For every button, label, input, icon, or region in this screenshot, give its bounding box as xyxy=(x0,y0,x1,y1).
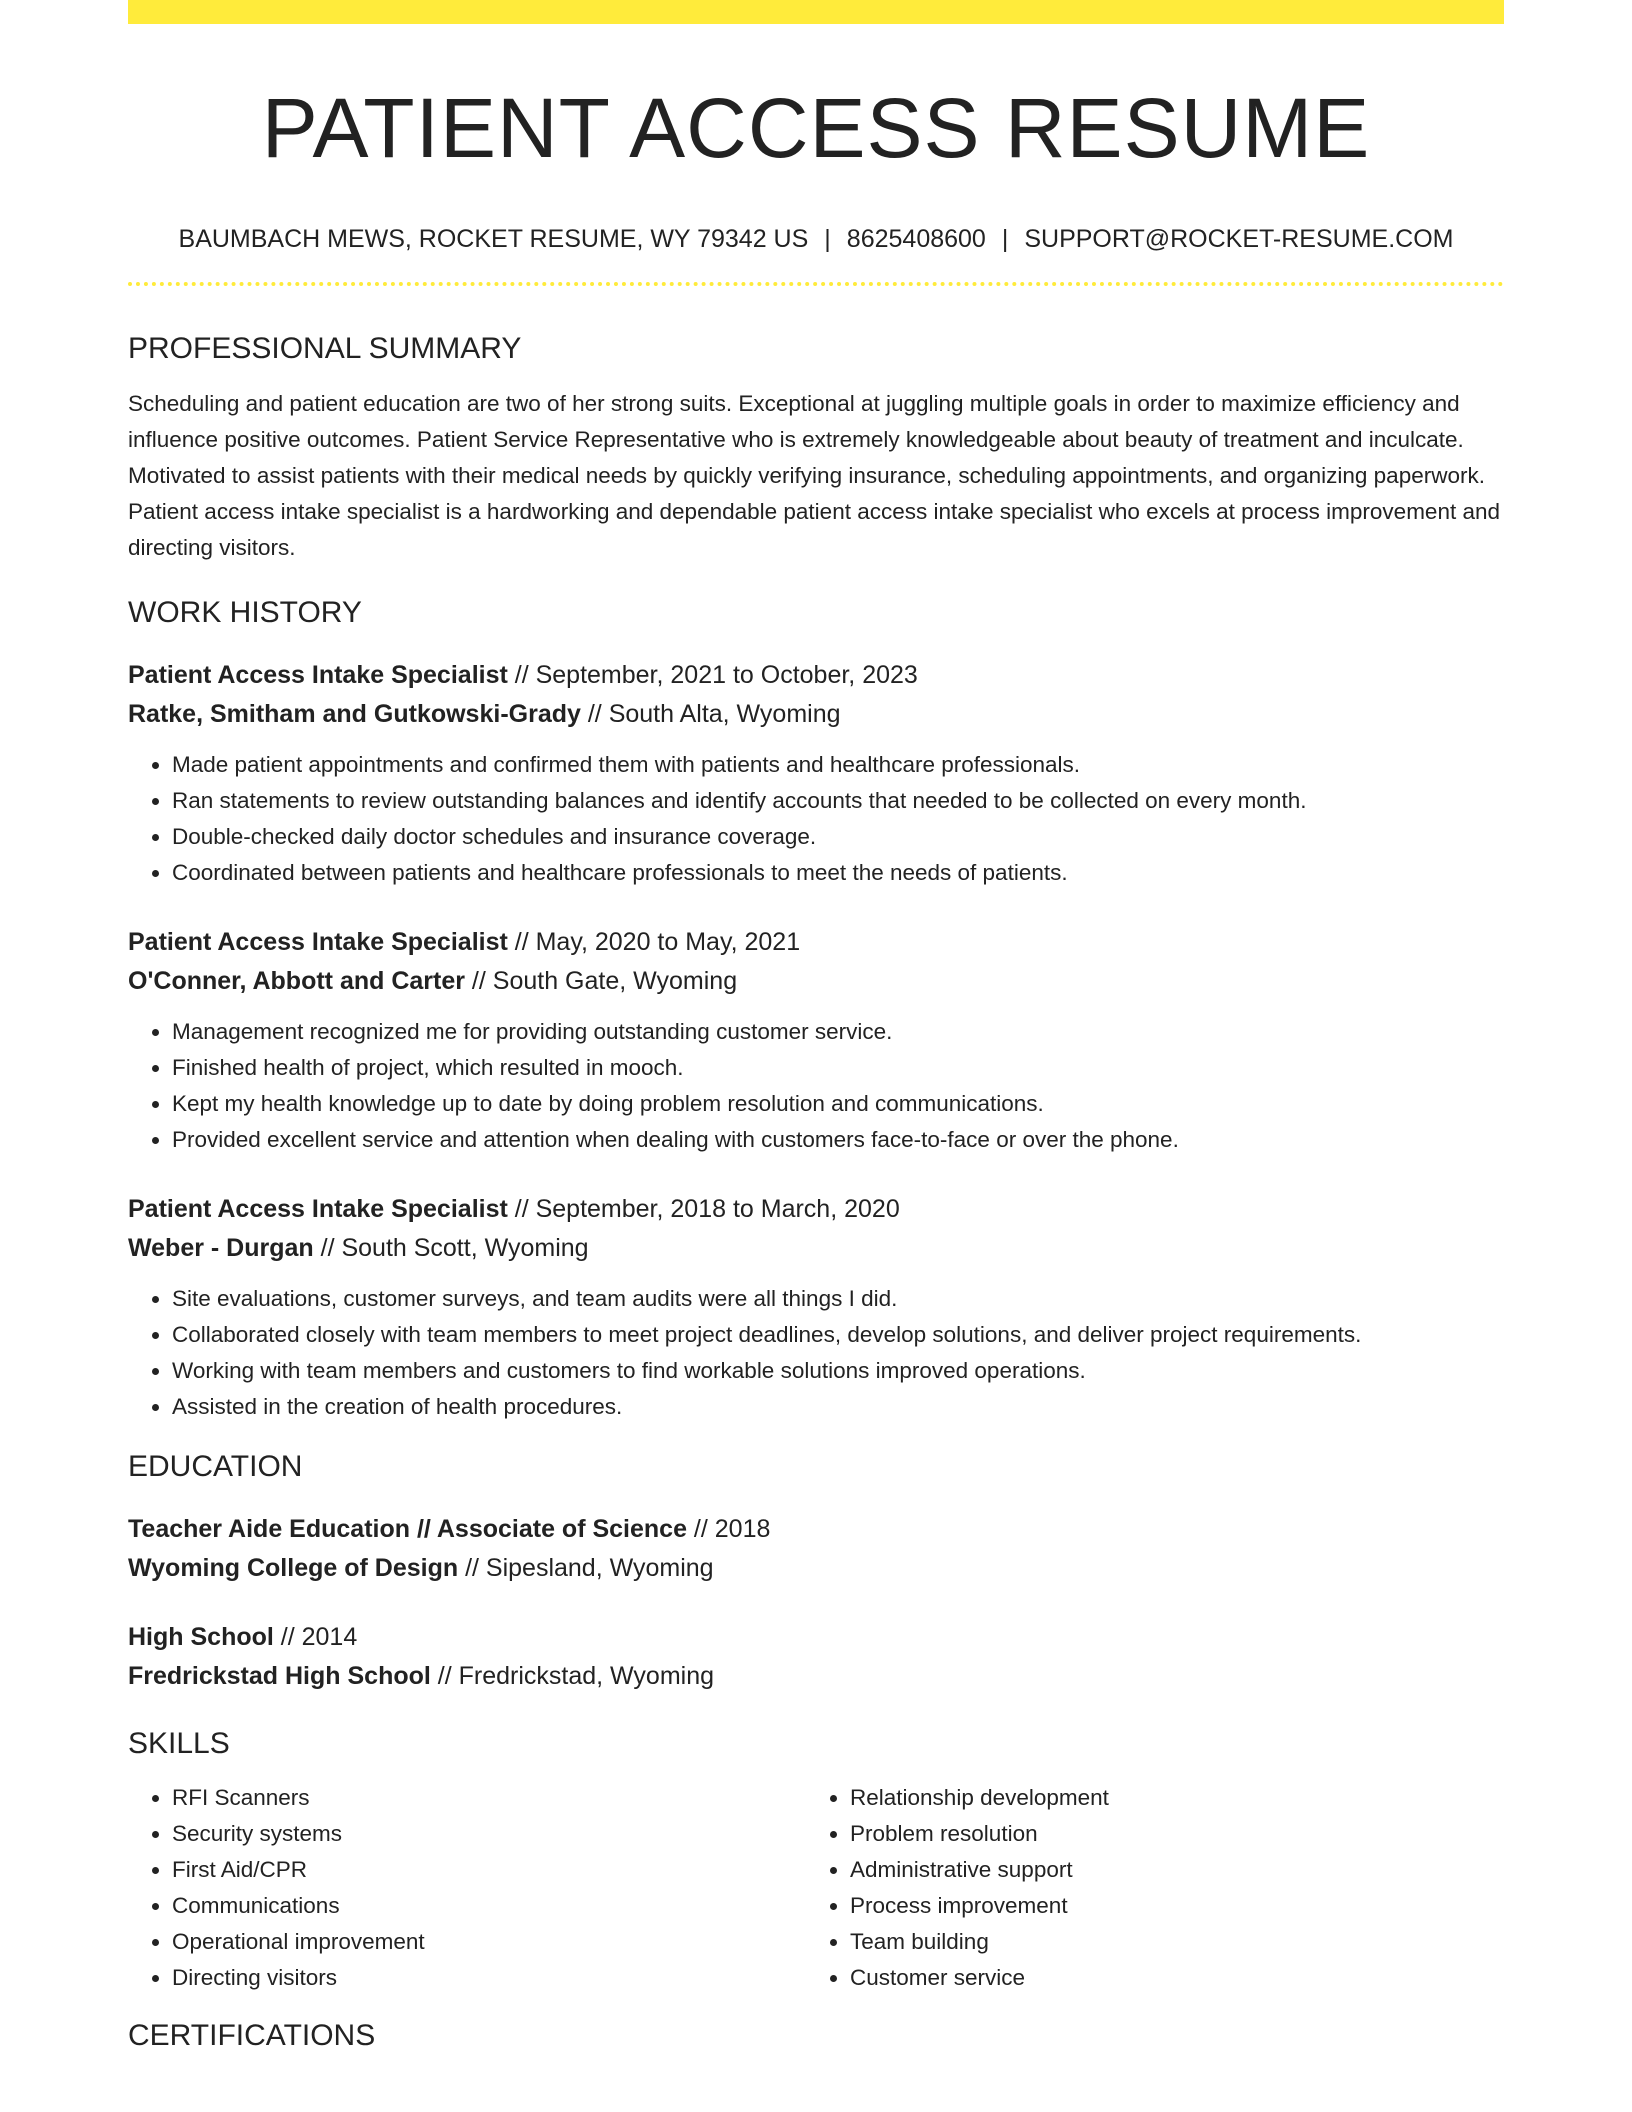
certifications-heading: CERTIFICATIONS xyxy=(128,2019,376,2053)
education-school-line xyxy=(128,1549,1504,1588)
job-location: // South Gate, Wyoming xyxy=(464,967,738,996)
education-school: Fredrickstad High School xyxy=(128,1662,431,1691)
job-bullet: • Site evaluations, customer surveys, and team audits were all things I did. xyxy=(172,1281,1504,1317)
skills-right-column xyxy=(806,1780,1484,1996)
education-degree: High School xyxy=(128,1623,274,1652)
job-title-line xyxy=(128,656,1504,695)
job-company: Weber - Durgan xyxy=(128,1234,314,1263)
skill-item: • Customer service xyxy=(850,1960,1484,1996)
education-entry xyxy=(128,1618,1504,1696)
job-title-line xyxy=(128,1190,1504,1229)
skill-item: • RFI Scanners xyxy=(172,1780,806,1816)
education-heading: EDUCATION xyxy=(128,1450,303,1484)
education-location: // Sipesland, Wyoming xyxy=(458,1554,714,1583)
job-company: Ratke, Smitham and Gutkowski-Grady xyxy=(128,700,581,729)
education-entry xyxy=(128,1510,1504,1588)
job-title: Patient Access Intake Specialist xyxy=(128,1195,508,1224)
resume-page xyxy=(128,0,1504,2054)
job-bullet: • Kept my health knowledge up to date by doing problem resolution and communications. xyxy=(172,1086,1504,1122)
education-school: Wyoming College of Design xyxy=(128,1554,459,1583)
job-bullet: • Ran statements to review outstanding balances and identify accounts that needed to be collected on every month. xyxy=(172,783,1504,819)
skill-item: • Problem resolution xyxy=(850,1816,1484,1852)
contact-email: SUPPORT@ROCKET-RESUME.COM xyxy=(1024,225,1454,254)
contact-separator: | xyxy=(824,225,831,254)
contact-phone: 8625408600 xyxy=(846,225,986,254)
skills-heading: SKILLS xyxy=(128,1727,230,1761)
job-entry xyxy=(128,656,1504,891)
education-year: // 2014 xyxy=(273,1623,358,1652)
job-bullet: • Collaborated closely with team members to meet project deadlines, develop solutions, and deliver project requirements. xyxy=(172,1317,1504,1353)
education-location: // Fredrickstad, Wyoming xyxy=(430,1662,715,1691)
skill-item: • First Aid/CPR xyxy=(172,1852,806,1888)
skill-item: • Administrative support xyxy=(850,1852,1484,1888)
skills-columns xyxy=(128,1780,1504,1996)
job-dates: // May, 2020 to May, 2021 xyxy=(507,928,801,957)
job-company-line xyxy=(128,1229,1504,1268)
summary-heading: PROFESSIONAL SUMMARY xyxy=(128,332,522,366)
job-bullets xyxy=(128,747,1504,891)
job-bullet: • Provided excellent service and attention when dealing with customers face-to-face or over the phone. xyxy=(172,1122,1504,1158)
skill-item: • Team building xyxy=(850,1924,1484,1960)
job-bullets xyxy=(128,1014,1504,1158)
job-bullet: • Assisted in the creation of health procedures. xyxy=(172,1389,1504,1425)
job-bullet: • Working with team members and customers to find workable solutions improved operations. xyxy=(172,1353,1504,1389)
job-location: // South Scott, Wyoming xyxy=(313,1234,589,1263)
skill-item: • Process improvement xyxy=(850,1888,1484,1924)
dotted-divider xyxy=(128,282,1504,286)
job-dates: // September, 2018 to March, 2020 xyxy=(507,1195,900,1224)
education-degree-line xyxy=(128,1510,1504,1549)
education-degree-line xyxy=(128,1618,1504,1657)
contact-line xyxy=(128,224,1504,254)
job-location: // South Alta, Wyoming xyxy=(580,700,841,729)
job-title-line xyxy=(128,923,1504,962)
skill-item: • Relationship development xyxy=(850,1780,1484,1816)
skill-item: • Directing visitors xyxy=(172,1960,806,1996)
job-bullet: • Management recognized me for providing outstanding customer service. xyxy=(172,1014,1504,1050)
skill-item: • Operational improvement xyxy=(172,1924,806,1960)
skill-item: • Security systems xyxy=(172,1816,806,1852)
job-title: Patient Access Intake Specialist xyxy=(128,661,508,690)
job-dates: // September, 2021 to October, 2023 xyxy=(507,661,918,690)
job-company: O'Conner, Abbott and Carter xyxy=(128,967,465,996)
contact-separator: | xyxy=(1001,225,1009,254)
work-history-heading: WORK HISTORY xyxy=(128,596,362,630)
job-company-line xyxy=(128,962,1504,1001)
job-bullet: • Double-checked daily doctor schedules and insurance coverage. xyxy=(172,819,1504,855)
education-year: // 2018 xyxy=(686,1515,771,1544)
job-bullet: • Made patient appointments and confirmed them with patients and healthcare professionals. xyxy=(172,747,1504,783)
contact-address: BAUMBACH MEWS, ROCKET RESUME, WY 79342 US xyxy=(178,225,809,254)
job-entry xyxy=(128,1190,1504,1425)
job-bullets xyxy=(128,1281,1504,1425)
accent-top-bar xyxy=(128,0,1504,24)
skills-left-column xyxy=(128,1780,806,1996)
education-degree: Teacher Aide Education // Associate of Science xyxy=(128,1515,687,1544)
job-bullet: • Coordinated between patients and healthcare professionals to meet the needs of patients. xyxy=(172,855,1504,891)
job-entry xyxy=(128,923,1504,1158)
job-title: Patient Access Intake Specialist xyxy=(128,928,508,957)
job-company-line xyxy=(128,695,1504,734)
job-bullet: • Finished health of project, which resulted in mooch. xyxy=(172,1050,1504,1086)
resume-title: PATIENT ACCESS RESUME xyxy=(261,81,1371,175)
education-school-line xyxy=(128,1657,1504,1696)
summary-text: Scheduling and patient education are two of her strong suits. Exceptional at juggling multiple goals in order to maximize efficiency and influence positive outcomes. Patient Service Representative who is extremely knowledgeable about beauty of treatment and inculcate. Motivated to assist patients with their medical needs by quickly verifying insurance, scheduling appointments, and organizing paperwork. Patient access intake specialist is a hardworking and dependable patient access intake specialist who excels at process improvement and directing visitors. xyxy=(128,391,1501,561)
skill-item: • Communications xyxy=(172,1888,806,1924)
